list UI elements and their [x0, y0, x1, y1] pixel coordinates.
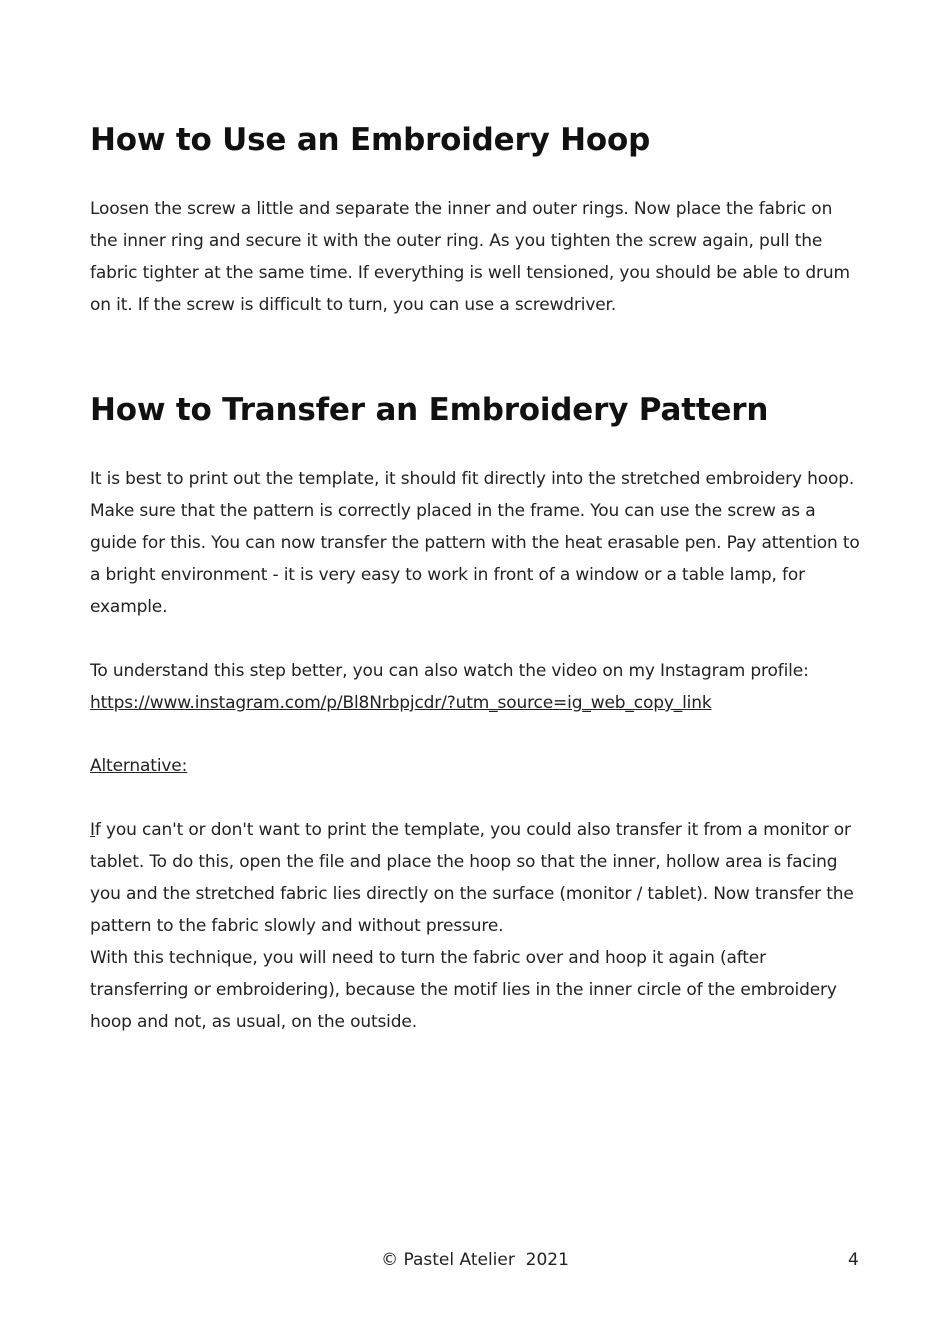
alternative-label: [90, 750, 860, 782]
section-heading-embroidery-hoop: How to Use an Embroidery Hoop: [90, 122, 651, 158]
section-heading-transfer-pattern: How to Transfer an Embroidery Pattern: [90, 392, 769, 428]
alternative-method-text: f you can't or don't want to print the template, you could also transfer it from a monitor or tablet. To do this, open the file and place the hoop so that the inner, hollow area is facing you and the stretched fabric lies directly on the surface (monitor / tablet). Now transfer the pattern to the fabric slowly and without pressure.: [90, 820, 854, 936]
alternative-first-letter: I: [90, 820, 95, 840]
alternative-method-paragraph: [90, 814, 860, 942]
video-intro-text: To understand this step better, you can also watch the video on my Instagram profile:: [90, 661, 809, 681]
hoop-instructions-paragraph: Loosen the screw a little and separate the inner and outer rings. Now place the fabric on the inner ring and secure it with the outer ring. As you tighten the screw again, pull the fabric tighter at the same time. If everything is well tensioned, you should be able to drum on it. If the screw is difficult to turn, you can use a screwdriver.: [90, 199, 850, 315]
video-reference-paragraph: [90, 655, 860, 719]
instagram-video-link[interactable]: https://www.instagram.com/p/Bl8Nrbpjcdr/?utm_source=ig_web_copy_link: [90, 693, 712, 713]
transfer-instructions-paragraph: It is best to print out the template, it should fit directly into the stretched embroidery hoop. Make sure that the pattern is correctly placed in the frame. You can use the screw as a guide for this. You can now transfer the pattern with the heat erasable pen. Pay attention to a bright environment - it is very easy to work in front of a window or a table lamp, for example.: [90, 469, 860, 617]
alternative-label-text: Alternative:: [90, 756, 188, 776]
technique-note-paragraph: With this technique, you will need to turn the fabric over and hoop it again (after transferring or embroidering), because the motif lies in the inner circle of the embroidery hoop and not, as usual, on the outside.: [90, 948, 837, 1032]
page-number: 4: [848, 1250, 859, 1270]
footer-copyright: © Pastel Atelier 2021: [381, 1250, 569, 1270]
